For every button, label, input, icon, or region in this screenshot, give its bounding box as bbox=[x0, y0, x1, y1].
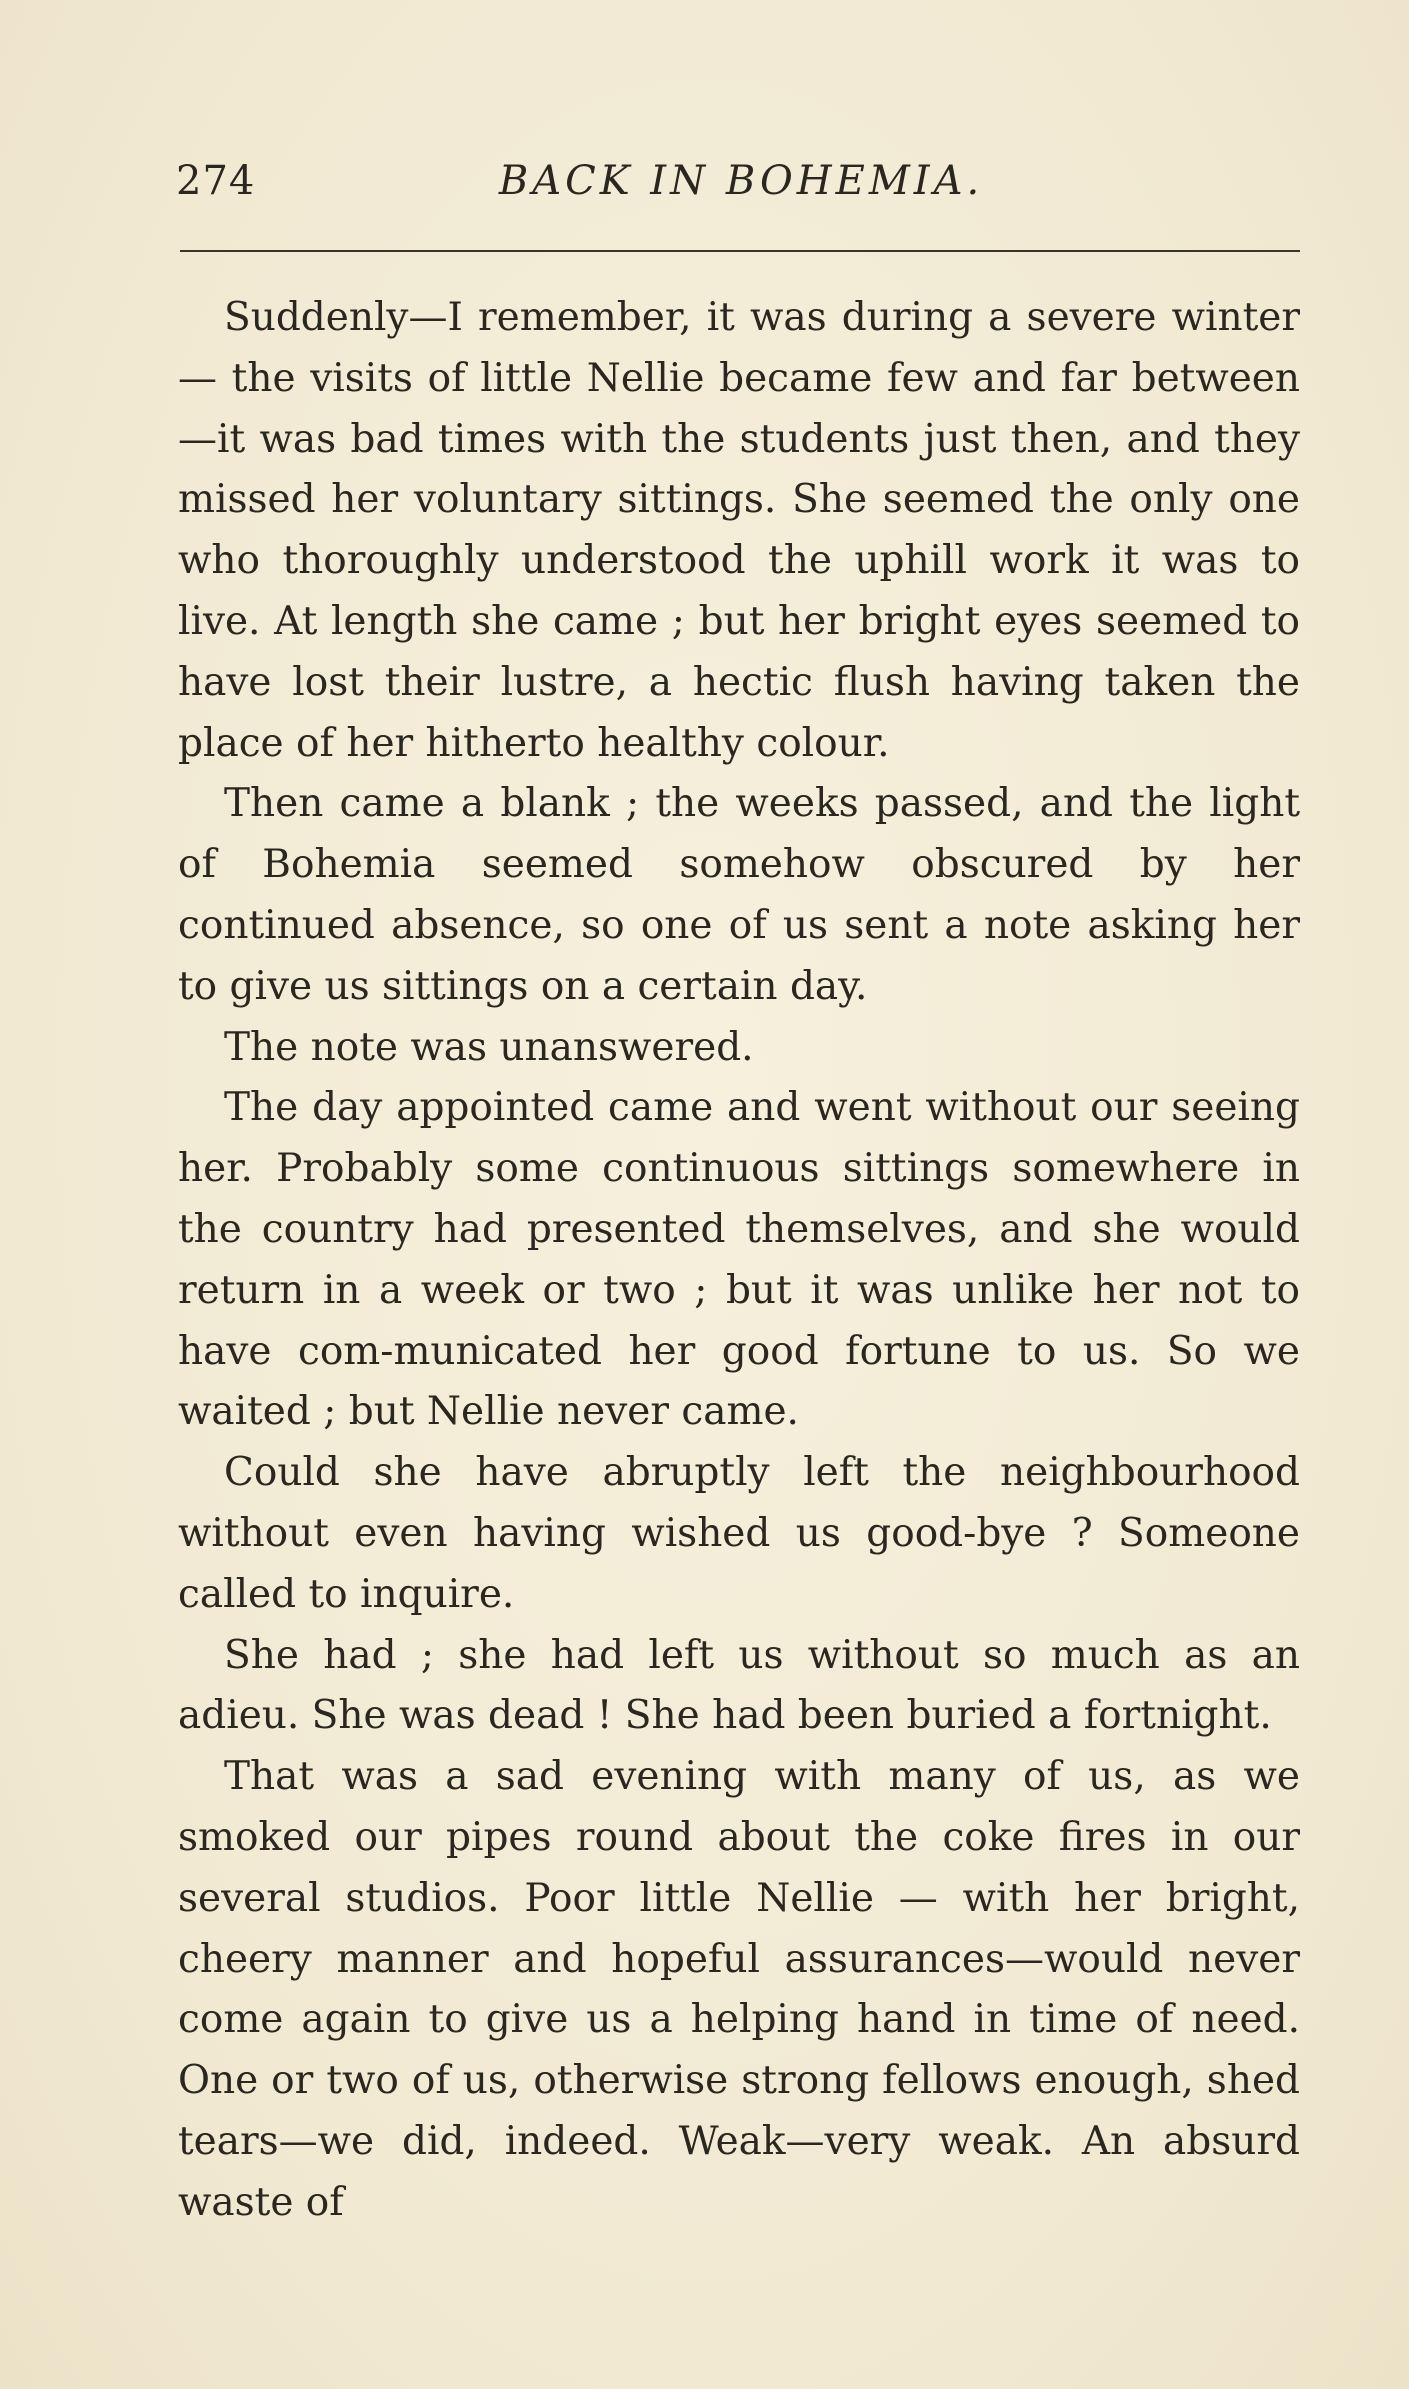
body-text bbox=[178, 288, 1300, 2234]
paragraph: The day appointed came and went without our seeing her. Probably some continuous sittings somewhere in the country had presented themselves, and she would return in a week or two ; but it was unlike her not to have com-municated her good fortune to us. So we waited ; but Nellie never came. bbox=[178, 1085, 1300, 1435]
running-title: BACK IN BOHEMIA. bbox=[498, 158, 984, 204]
paragraph: Suddenly—I remember, it was during a severe winter— the visits of little Nellie became few and far between—it was bad times with the students just then, and they missed her voluntary sittings. She seemed the only one who thoroughly understood the uphill work it was to live. At length she came ; but her bright eyes seemed to have lost their lustre, a hectic flush having taken the place of her hitherto healthy colour. bbox=[178, 295, 1300, 766]
page-header bbox=[176, 158, 1306, 218]
paragraph: Could she have abruptly left the neighbourhood without even having wished us good-bye ? Someone called to inquire. bbox=[178, 1450, 1300, 1617]
paragraph: That was a sad evening with many of us, as we smoked our pipes round about the coke fires in our several studios. Poor little Nellie — with her bright, cheery manner and hopeful assurances—would never come again to give us a helping hand in time of need. One or two of us, otherwise strong fellows enough, shed tears—we did, indeed. Weak—very weak. An absurd waste of bbox=[178, 1754, 1300, 2225]
paragraph: She had ; she had left us without so much as an adieu. She was dead ! She had been buried a fortnight. bbox=[178, 1632, 1300, 1739]
page-number: 274 bbox=[176, 158, 256, 204]
paragraph: The note was unanswered. bbox=[224, 1024, 754, 1070]
header-rule bbox=[180, 250, 1300, 252]
paragraph: Then came a blank ; the weeks passed, and the light of Bohemia seemed somehow obscured by her continued absence, so one of us sent a note asking her to give us sittings on a certain day. bbox=[178, 781, 1300, 1009]
